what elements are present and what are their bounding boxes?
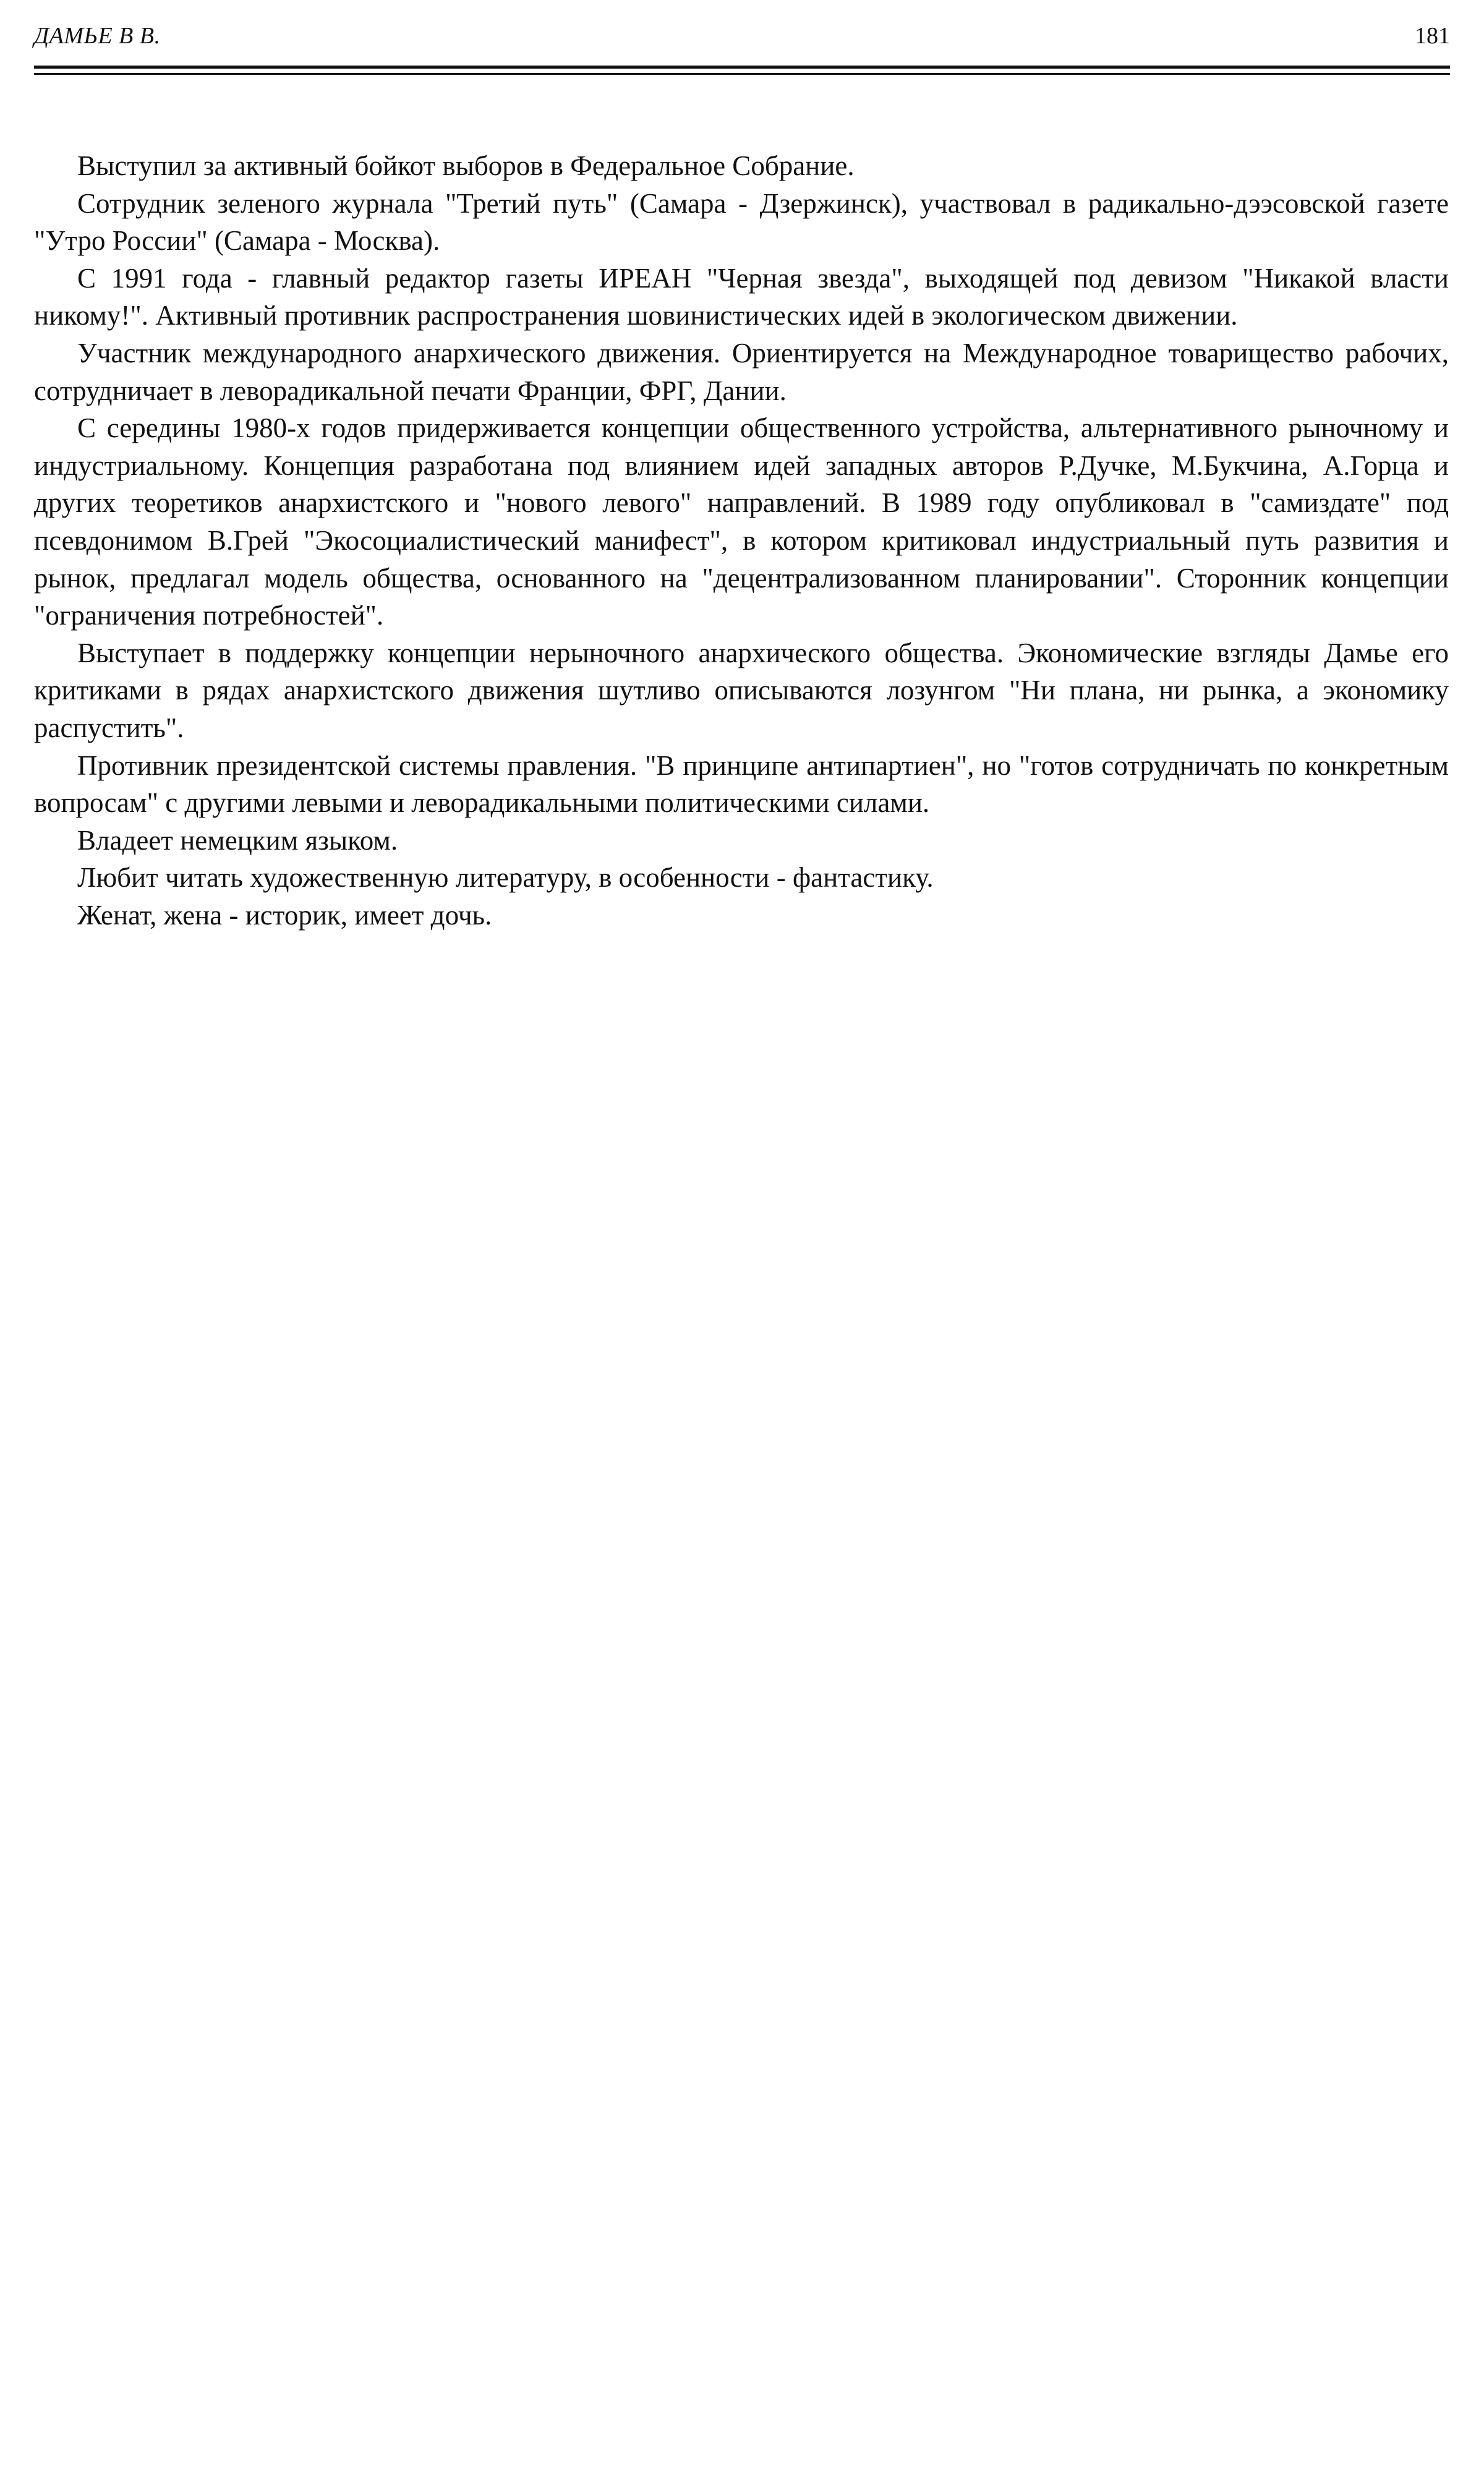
- paragraph-international: Участник международного анархического движения. Ориентируется на Международное товарищество рабочих, сотрудничает в леворадикальной печати Франции, ФРГ, Дании.: [34, 337, 1449, 406]
- paragraph-editor: С 1991 года - главный редактор газеты ИРЕАН "Черная звезда", выходящей под девизом "Никакой власти никому!". Активный противник распространения шовинистических идей в экологическом движении.: [34, 262, 1449, 331]
- paragraph-language: Владеет немецким языком.: [77, 824, 398, 856]
- paragraph-nonmarket: Выступает в поддержку концепции нерыночного анархического общества. Экономические взгляды Дамье его критиками в рядах анархистского движения шутливо описываются лозунгом "Ни плана, ни рынка, а экономику распустить".: [34, 637, 1449, 743]
- header-rule-thick: [34, 66, 1450, 69]
- paragraph-concept: С середины 1980-х годов придерживается концепции общественного устройства, альтернативного рыночному и индустриальному. Концепция разработана под влиянием идей западных авторов Р.Дучке, М.Букчина, А.Горца и других теоретиков анархистского и "нового левого" направлений. В 1989 году опубликовал в "самиздате" под псевдонимом В.Грей "Экосоциалистический манифест", в котором критиковал индустриальный путь развития и рынок, предлагал модель общества, основанного на "децентрализованном планировании". Сторонник концепции "ограничения потребностей".: [34, 412, 1449, 631]
- page-number: 181: [1415, 23, 1450, 49]
- running-head-author: ДАМЬЕ В В.: [34, 23, 161, 49]
- paragraph-journal: Сотрудник зеленого журнала "Третий путь" (Самара - Дзержинск), участвовал в радикально-дээсовской газете "Утро России" (Самара - Москва).: [34, 187, 1449, 257]
- running-head: [34, 17, 1450, 54]
- paragraph-presidential: Противник президентской системы правления. "В принципе антипартиен", но "готов сотрудничать по конкретным вопросам" с другими левыми и леворадикальными политическими силами.: [34, 749, 1449, 819]
- paragraph-reading: Любит читать художественную литературу, в особенности - фантастику.: [77, 862, 934, 894]
- paragraph-family: Женат, жена - историк, имеет дочь.: [77, 899, 492, 931]
- paragraph-boycott: Выступил за активный бойкот выборов в Федеральное Собрание.: [77, 150, 855, 181]
- header-rule-thin: [34, 73, 1450, 75]
- body-text: [34, 147, 1449, 934]
